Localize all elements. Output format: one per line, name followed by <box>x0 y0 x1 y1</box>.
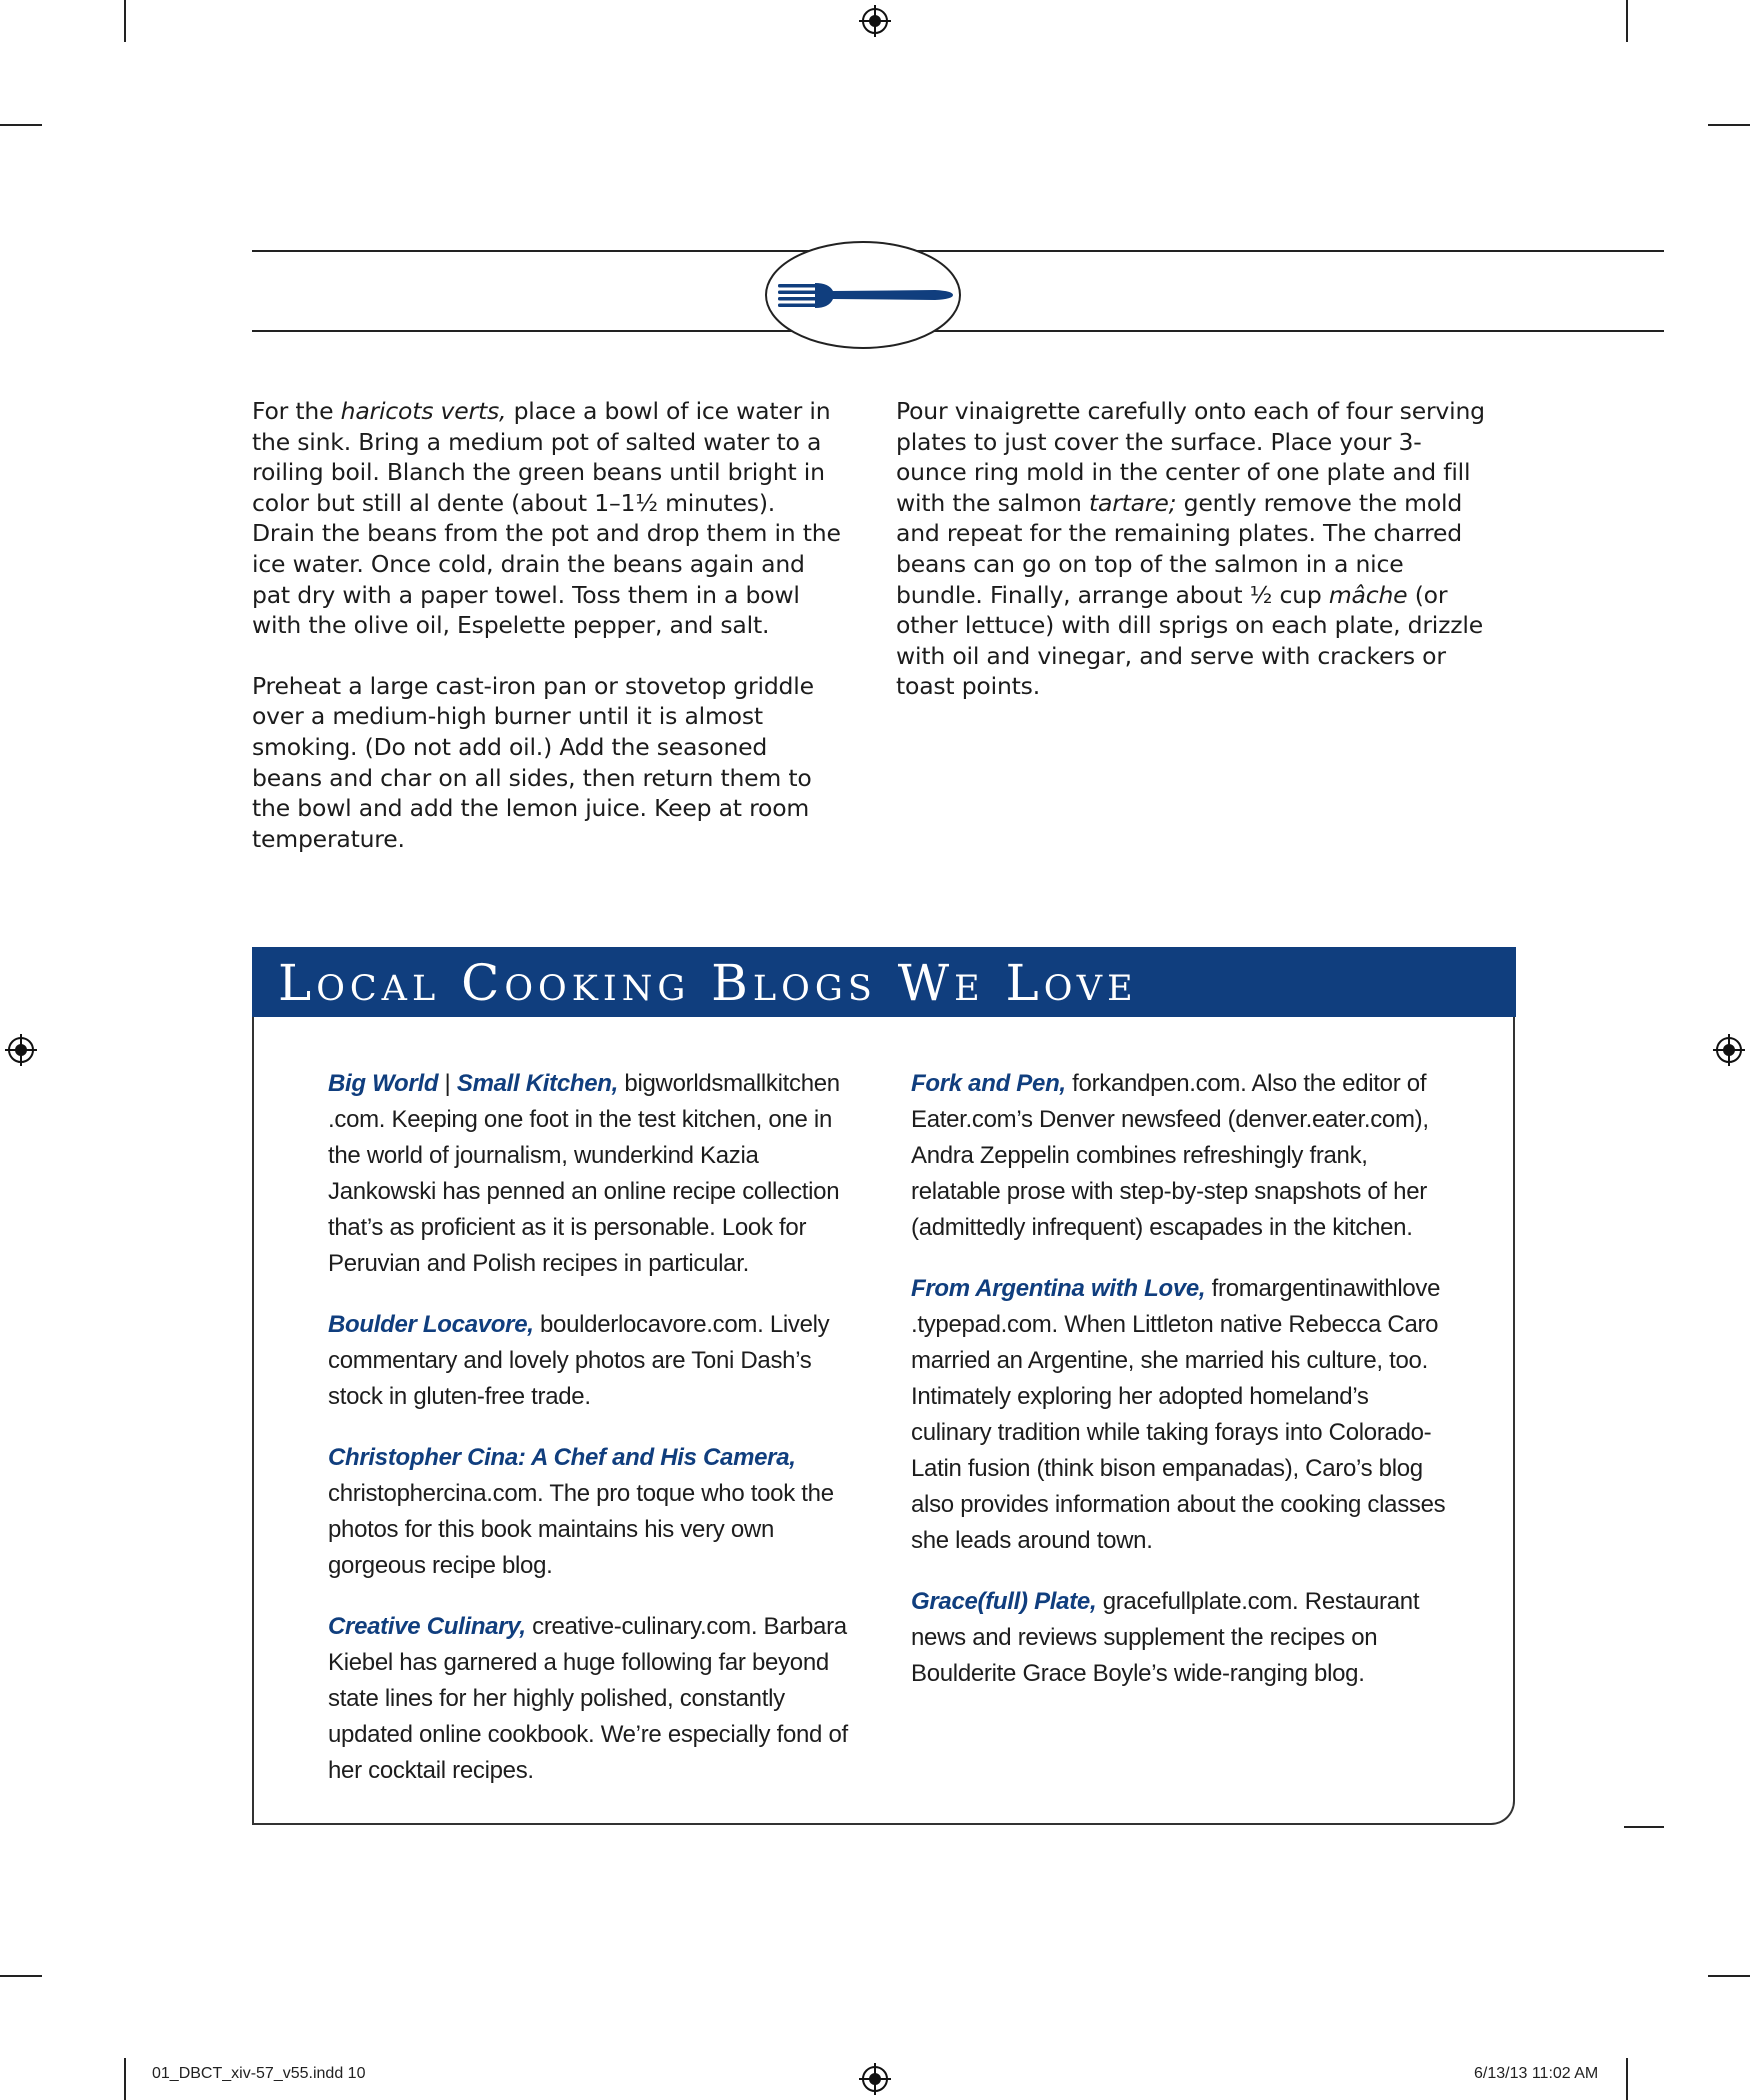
blog-entry <box>328 1440 868 1584</box>
blog-entry <box>328 1307 868 1415</box>
crop-mark <box>124 0 126 42</box>
slug-file-name: 01_DBCT_xiv-57_v55.indd 10 <box>152 2065 366 2082</box>
recipe-paragraph: For the haricots verts, place a bowl of ice water in the sink. Bring a medium pot of salted water to a roiling boil. Blanch the green beans until bright in color but still al dente (about 1–1½ minutes). Drain the beans from the pot and drop them in the ice water. Once cold, drain the beans again and pat dry with a paper towel. Toss them in a bowl with the olive oil, Espelette pepper, and salt. <box>252 397 841 640</box>
blog-name: Small Kitchen, <box>456 1070 619 1097</box>
registration-mark-icon <box>858 2062 892 2096</box>
recipe-paragraph: Pour vinaigrette carefully onto each of four serving plates to just cover the surface. Place your 3-ounce ring mold in the center of one plate and fill with the salmon tartare; gently remove the mold and repeat for the remaining plates. The charred beans can go on top of the salmon in a nice bundle. Finally, arrange about ½ cup mâche (or other lettuce) with dill sprigs on each plate, drizzle with oil and vinegar, and serve with crackers or toast points. <box>896 397 1485 701</box>
sidebar-title-banner <box>252 947 1516 1017</box>
fork-icon <box>763 239 963 351</box>
recipe-column-right <box>896 396 1486 732</box>
blog-name: Fork and Pen, <box>911 1070 1066 1097</box>
blog-name: Grace(full) Plate, <box>911 1588 1097 1615</box>
recipe-column-left <box>252 396 842 884</box>
blogs-column-left <box>328 1066 868 1814</box>
blog-name: Creative Culinary, <box>328 1613 526 1640</box>
blog-entry <box>911 1584 1451 1692</box>
blog-description: creative-culinary.com. Barbara Kiebel has garnered a huge following far beyond state lines for her highly polished, constantly updated online cookbook. We’re especially fond of her cocktail recipes. <box>328 1613 848 1784</box>
blog-name: Boulder Locavore, <box>328 1311 534 1338</box>
blog-entry: Big World | Small Kitchen, bigworldsmallkitchen .com. Keeping one foot in the test kitchen, one in the world of journalism, wunderkind Kazia Jankowski has penned an online recipe collection that’s as proficient as it is personable. Look for Peruvian and Polish recipes in particular. <box>328 1070 840 1277</box>
registration-mark-icon <box>1712 1033 1746 1067</box>
blog-entry <box>911 1271 1451 1559</box>
crop-mark <box>1624 1826 1664 1828</box>
blog-name: Christopher Cina: A Chef and His Camera, <box>328 1444 796 1471</box>
registration-mark-icon <box>4 1033 38 1067</box>
crop-mark <box>1626 0 1628 42</box>
blog-entry <box>911 1066 1451 1246</box>
blog-entry <box>328 1609 868 1789</box>
blog-description: bigworldsmallkitchen .com. Keeping one foot in the test kitchen, one in the world of journalism, wunderkind Kazia Jankowski has penned an online recipe collection that’s as proficient as it is personable. Look for Peruvian and Polish recipes in particular. <box>328 1070 840 1277</box>
slug-date: 6/13/13 11:02 AM <box>1474 2065 1599 2082</box>
recipe-paragraph: Preheat a large cast-iron pan or stovetop griddle over a medium-high burner until it is almost smoking. (Do not add oil.) Add the seasoned beans and char on all sides, then return them to the bowl and add the lemon juice. Keep at room temperature. <box>252 671 814 853</box>
blog-description: forkandpen.com. Also the editor of Eater.com’s Denver newsfeed (denver.eater.com), Andra Zeppelin combines refreshingly frank, relatable prose with step-by-step snapshots of her (admittedly infrequent) escapades in the kitchen. <box>911 1070 1429 1241</box>
blog-description: boulderlocavore.com. Lively commentary and lovely photos are Toni Dash’s stock in gluten-free trade. <box>328 1311 830 1410</box>
blog-description: fromargentinawithlove .typepad.com. When Littleton native Rebecca Caro married an Argentine, she married his culture, too. Intimately exploring her adopted homeland’s culinary tradition while taking forays into Colorado-Latin fusion (think bison empanadas), Caro’s blog also provides information about the cooking classes she leads around town. <box>911 1275 1446 1554</box>
registration-mark-icon <box>858 4 892 38</box>
crop-mark <box>1708 1975 1750 1977</box>
crop-mark <box>1626 2058 1628 2100</box>
crop-mark <box>0 1975 42 1977</box>
blog-name: From Argentina with Love, <box>911 1275 1206 1302</box>
blog-description: christophercina.com. The pro toque who took the photos for this book maintains his very own gorgeous recipe blog. <box>328 1480 834 1579</box>
crop-mark <box>1708 124 1750 126</box>
sidebar-title: Local Cooking Blogs We Love <box>278 954 1138 1012</box>
blog-name: Big World <box>328 1070 439 1097</box>
blog-description: gracefullplate.com. Restaurant news and reviews supplement the recipes on Boulderite Grace Boyle’s wide-ranging blog. <box>911 1588 1420 1687</box>
blogs-column-right <box>911 1066 1451 1717</box>
crop-mark <box>124 2058 126 2100</box>
crop-mark <box>0 124 42 126</box>
